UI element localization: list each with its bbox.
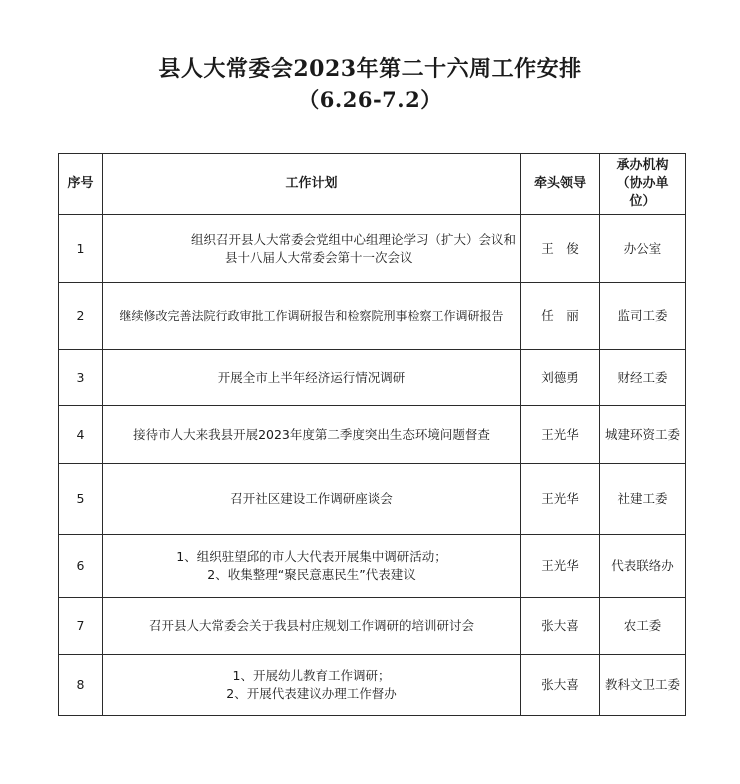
row-org: 教科文卫工委	[600, 655, 686, 716]
row-org: 监司工委	[600, 283, 686, 350]
row-no: 3	[59, 350, 103, 406]
schedule-table	[58, 153, 686, 716]
plan-line: 1、组织驻望邱的市人大代表开展集中调研活动；	[176, 549, 447, 564]
row-no: 5	[59, 464, 103, 535]
plan-line: 召开社区建设工作调研座谈会	[230, 491, 393, 506]
plan-line: 县十八届人大常委会第十一次会议	[225, 249, 413, 265]
row-org: 财经工委	[600, 350, 686, 406]
plan-line: 2、开展代表建议办理工作督办	[226, 686, 397, 701]
row-lead: 张大喜	[521, 655, 600, 716]
row-plan	[103, 464, 521, 535]
row-plan	[103, 535, 521, 598]
document-subtitle: （6.26-7.2）	[298, 87, 442, 112]
table-row	[59, 283, 686, 350]
row-org: 社建工委	[600, 464, 686, 535]
row-lead: 刘德勇	[521, 350, 600, 406]
row-lead: 王光华	[521, 406, 600, 464]
plan-line: 1、开展幼儿教育工作调研；	[232, 668, 391, 683]
row-no: 1	[59, 215, 103, 283]
row-org: 农工委	[600, 598, 686, 655]
row-plan	[103, 283, 521, 350]
row-lead: 王 俊	[521, 215, 600, 283]
table-row	[59, 406, 686, 464]
row-plan	[103, 655, 521, 716]
plan-line: 组织召开县人大常委会党组中心组理论学习（扩大）会议和	[190, 231, 516, 247]
row-org: 办公室	[600, 215, 686, 283]
row-no: 8	[59, 655, 103, 716]
row-no: 4	[59, 406, 103, 464]
table-row	[59, 215, 686, 283]
row-lead: 王光华	[521, 464, 600, 535]
header-plan: 工作计划	[103, 154, 521, 215]
plan-line: 召开县人大常委会关于我县村庄规划工作调研的培训研讨会	[148, 618, 474, 633]
plan-line: 开展全市上半年经济运行情况调研	[217, 369, 406, 385]
row-plan	[103, 598, 521, 655]
header-org: 承办机构（协办单位）	[600, 154, 686, 215]
row-no: 7	[59, 598, 103, 655]
row-lead: 王光华	[521, 535, 600, 598]
header-no: 序号	[59, 154, 103, 215]
row-plan	[103, 406, 521, 464]
header-lead: 牵头领导	[521, 154, 600, 215]
row-no: 6	[59, 535, 103, 598]
row-org: 代表联络办	[600, 535, 686, 598]
row-lead: 张大喜	[521, 598, 600, 655]
row-org: 城建环资工委	[600, 406, 686, 464]
table-row	[59, 464, 686, 535]
plan-line: 继续修改完善法院行政审批工作调研报告和检察院刑事检察工作调研报告	[119, 309, 504, 323]
table-row	[59, 535, 686, 598]
row-plan	[103, 215, 521, 283]
table-row	[59, 350, 686, 406]
plan-line: 接待市人大来我县开展2023年度第二季度突出生态环境问题督查	[133, 426, 490, 442]
row-lead: 任 丽	[521, 283, 600, 350]
table-header-row	[59, 154, 686, 215]
plan-line: 2、收集整理“聚民意惠民生”代表建议	[207, 567, 416, 582]
table-row	[59, 655, 686, 716]
row-plan	[103, 350, 521, 406]
table-row	[59, 598, 686, 655]
row-no: 2	[59, 283, 103, 350]
document-title: 县人大常委会2023年第二十六周工作安排	[158, 56, 582, 82]
